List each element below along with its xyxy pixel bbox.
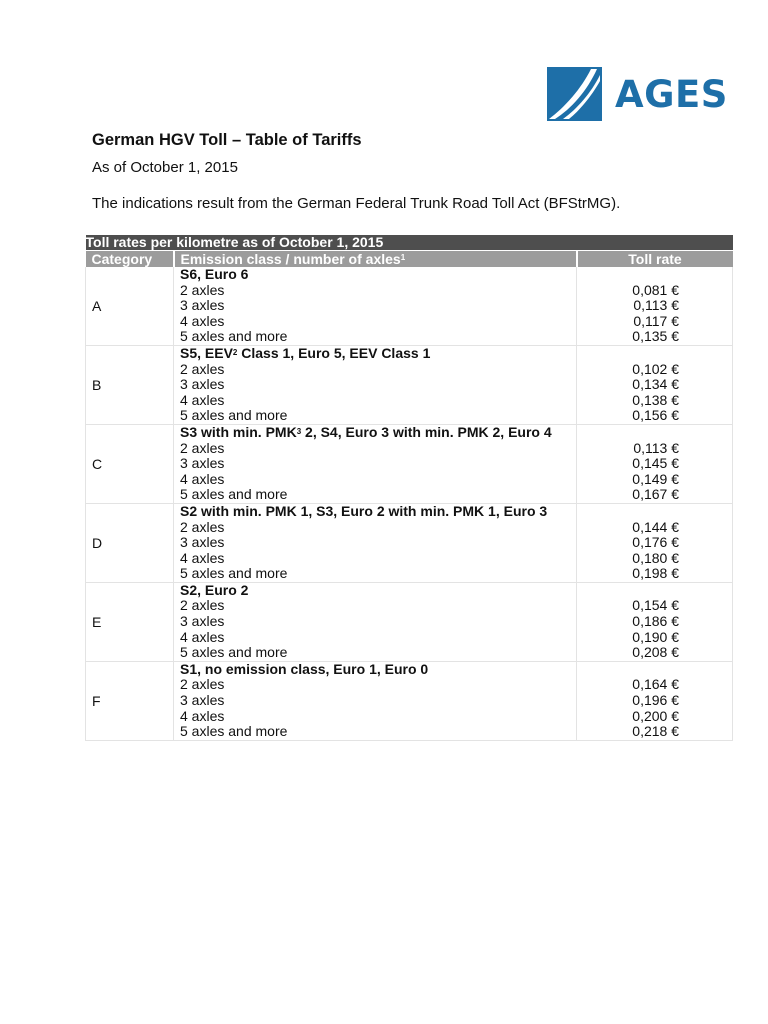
header-footnote-marker: 1: [400, 253, 406, 262]
emission-class-label: [180, 346, 576, 362]
category-cell: C: [86, 424, 174, 503]
toll-rate-value: 0,113 €: [633, 439, 679, 456]
axle-count: 2 axles: [180, 518, 225, 535]
table-row: [86, 503, 733, 582]
table-caption-row: [86, 235, 733, 251]
toll-rate-cell: [577, 503, 733, 582]
header-emission-class-label: Emission class / number of axles: [180, 251, 401, 267]
emission-class-text: S1, no emission class, Euro 1, Euro 0: [180, 660, 429, 677]
document-title: German HGV Toll – Table of Tariffs: [92, 131, 362, 149]
axle-count: 3 axles: [180, 613, 225, 630]
toll-rate-value: 0,145 €: [632, 455, 679, 472]
emission-class-cell: [174, 661, 577, 740]
axle-count: 4 axles: [180, 628, 225, 645]
axle-count: 5 axles and more: [180, 407, 288, 424]
axle-count: 2 axles: [180, 360, 225, 377]
category-cell: B: [86, 345, 174, 424]
axle-count: 3 axles: [180, 455, 225, 472]
toll-rate-value: 0,138 €: [632, 391, 679, 408]
category-cell: E: [86, 582, 174, 661]
toll-rate-value: 0,154 €: [632, 597, 679, 614]
axle-count: 4 axles: [180, 470, 225, 487]
axle-count: 3 axles: [180, 376, 225, 393]
toll-rate-cell: [577, 582, 733, 661]
footnote-marker: 2: [232, 347, 238, 357]
emission-class-cell: [174, 345, 577, 424]
emission-class-text: Class 1, Euro 5, EEV Class 1: [237, 344, 431, 361]
table-row: [86, 424, 733, 503]
toll-rate-value: 0,149 €: [632, 470, 679, 487]
category-cell: F: [86, 661, 174, 740]
table-header-row: [86, 251, 733, 268]
emission-class-text: 2, S4, Euro 3 with min. PMK 2, Euro 4: [301, 423, 552, 440]
category-cell: A: [86, 267, 174, 345]
axle-count: 3 axles: [180, 297, 225, 314]
toll-rate-cell: [577, 661, 733, 740]
table-row: [86, 267, 733, 345]
toll-rate-value: 0,135 €: [632, 328, 679, 345]
axle-count: 5 axles and more: [180, 644, 288, 661]
footnote-marker: 3: [296, 426, 302, 436]
axle-count: 5 axles and more: [180, 723, 288, 740]
header-toll-rate: Toll rate: [577, 251, 733, 268]
toll-rate-value: 0,081 €: [632, 281, 679, 298]
toll-rate-value: 0,218 €: [632, 723, 679, 740]
table-caption: Toll rates per kilometre as of October 1, 2015: [86, 235, 733, 251]
document-intro: The indications result from the German Federal Trunk Road Toll Act (BFStrMG).: [92, 195, 621, 212]
ages-logo-mark-icon: [547, 67, 602, 121]
toll-rate-value: 0,167 €: [632, 486, 679, 503]
toll-rate-value: 0,190 €: [632, 628, 679, 645]
toll-rate-cell: [577, 267, 733, 345]
emission-class-cell: [174, 267, 577, 345]
toll-rate-value: 0,196 €: [632, 692, 679, 709]
table-row: [86, 661, 733, 740]
toll-rate-cell: [577, 424, 733, 503]
axle-count: 4 axles: [180, 549, 225, 566]
axle-count: 2 axles: [180, 281, 225, 298]
ages-logo: [547, 67, 728, 123]
axle-count: 4 axles: [180, 312, 225, 329]
toll-rate-value: 0,186 €: [632, 613, 679, 630]
document-date: As of October 1, 2015: [92, 159, 238, 176]
category-cell: D: [86, 503, 174, 582]
emission-class-cell: [174, 424, 577, 503]
toll-rate-value: 0,117 €: [633, 312, 679, 329]
toll-rate-value: 0,198 €: [632, 565, 679, 582]
toll-rate-value: 0,144 €: [632, 518, 679, 535]
axle-count: 5 axles and more: [180, 328, 288, 345]
emission-class-text: S3 with min. PMK: [180, 423, 297, 440]
table-row: [86, 345, 733, 424]
axle-count: 4 axles: [180, 391, 225, 408]
axle-count: 5 axles and more: [180, 486, 288, 503]
toll-rate-cell: [577, 345, 733, 424]
toll-rate-value: 0,208 €: [632, 644, 679, 661]
header-emission-class: [174, 251, 577, 268]
axle-count: 2 axles: [180, 439, 225, 456]
emission-class-label: [180, 267, 576, 283]
emission-class-text: S2, Euro 2: [180, 581, 249, 598]
toll-rate-value: 0,113 €: [633, 297, 679, 314]
emission-class-text: S5, EEV: [180, 344, 233, 361]
axle-count: 4 axles: [180, 707, 225, 724]
axle-count: 3 axles: [180, 534, 225, 551]
tariff-table-body: [86, 267, 733, 740]
header-category: Category: [86, 251, 174, 268]
toll-rate-value: 0,156 €: [632, 407, 679, 424]
ages-logo-text: AGES: [615, 73, 728, 116]
toll-rate-value: 0,134 €: [632, 376, 679, 393]
toll-rate-value: 0,180 €: [632, 549, 679, 566]
axle-count: 3 axles: [180, 692, 225, 709]
emission-class-cell: [174, 503, 577, 582]
emission-class-label: [180, 583, 576, 599]
toll-rate-value: 0,200 €: [632, 707, 679, 724]
emission-class-text: S2 with min. PMK 1, S3, Euro 2 with min. PMK 1, Euro 3: [180, 502, 548, 519]
axle-count: 2 axles: [180, 676, 225, 693]
emission-class-label: [180, 504, 576, 520]
table-row: [86, 582, 733, 661]
emission-class-cell: [174, 582, 577, 661]
tariff-table: [85, 235, 733, 741]
toll-rate-value: 0,176 €: [632, 534, 679, 551]
toll-rate-value: 0,102 €: [632, 360, 679, 377]
axle-count: 5 axles and more: [180, 565, 288, 582]
emission-class-label: [180, 662, 576, 678]
toll-rate-value: 0,164 €: [632, 676, 679, 693]
axle-count: 2 axles: [180, 597, 225, 614]
emission-class-label: [180, 425, 576, 441]
emission-class-text: S6, Euro 6: [180, 266, 249, 282]
